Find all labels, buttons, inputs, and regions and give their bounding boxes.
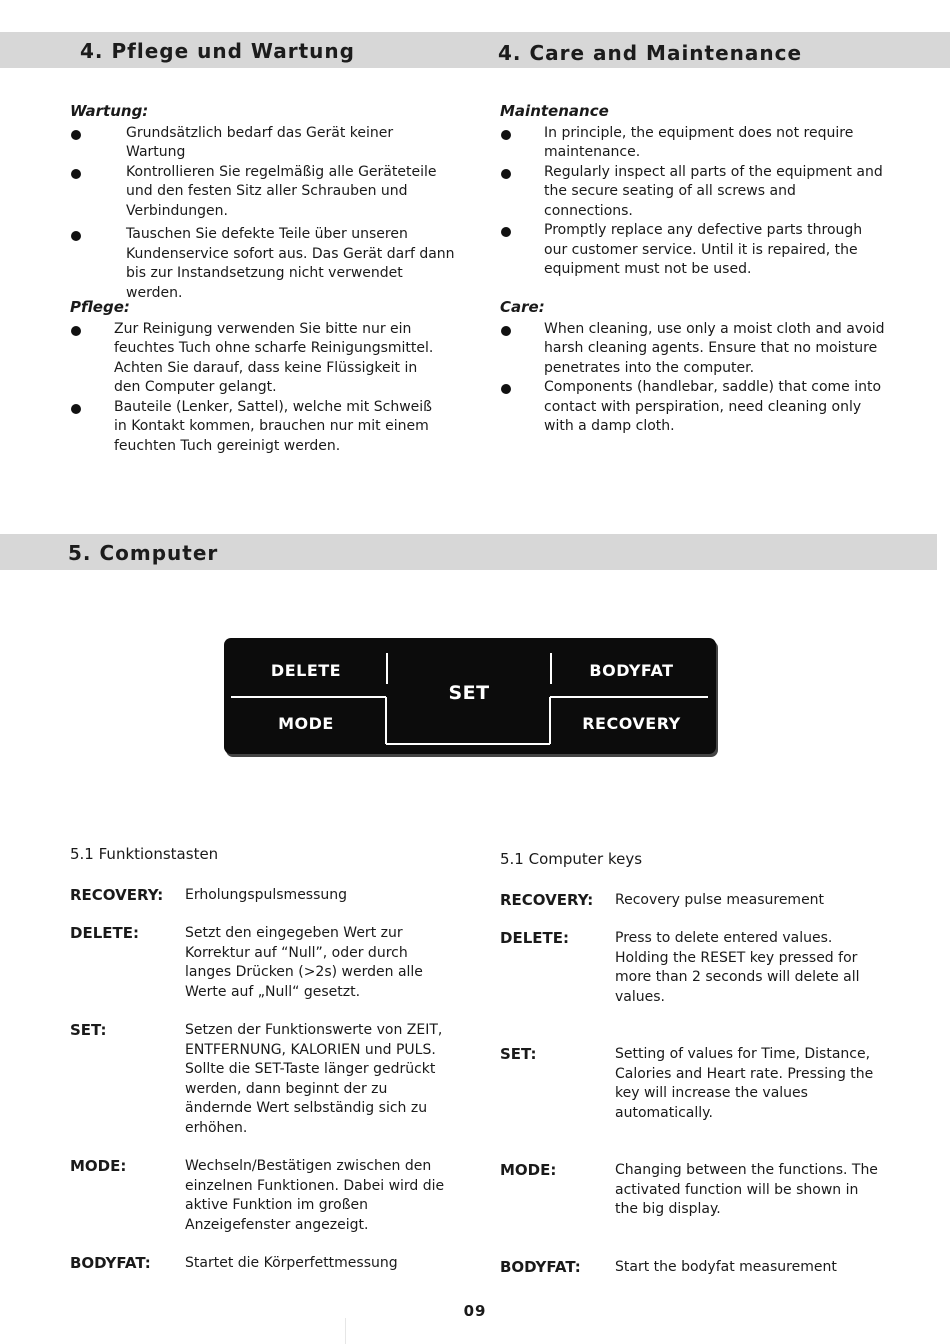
set-key[interactable]: SET (448, 682, 490, 704)
key-name: BODYFAT: (70, 1254, 151, 1272)
pflege-heading: Pflege: (70, 298, 130, 316)
key-row-recovery (500, 891, 885, 911)
key-desc: Setzen der Funktionswerte von ZEIT, ENTFERNUNG, KALORIEN und PULS. Sollte die SET-Taste länger gedrückt werden, dann beginnt der zu ändernde Wert selbständig sich zu erhöhen. (185, 1022, 443, 1136)
key-name: SET: (500, 1045, 537, 1063)
key-row-set (500, 1045, 885, 1123)
list-item: Kontrollieren Sie regelmäßig alle Geräteteile und den festen Sitz aller Schrauben und Verbindungen. (70, 163, 455, 222)
key-desc: Start the bodyfat measurement (615, 1258, 837, 1275)
keys-de-title: 5.1 Funktionstasten (70, 845, 219, 863)
section4-title-de: 4. Pflege und Wartung (80, 39, 355, 63)
keys-de (70, 845, 450, 1274)
key-name: BODYFAT: (500, 1257, 581, 1276)
key-row-recovery (70, 886, 450, 906)
section5-title: 5. Computer (68, 541, 219, 565)
maintenance-heading: Maintenance (500, 102, 609, 120)
care-list (500, 320, 885, 437)
list-item: When cleaning, use only a moist cloth and avoid harsh cleaning agents. Ensure that no moisture penetrates into the computer. (500, 320, 885, 379)
wartung-block (70, 102, 455, 303)
list-item: Tauschen Sie defekte Teile über unseren Kundenservice sofort aus. Das Gerät darf dann bis zur Instandsetzung nicht verwendet werden. (70, 225, 455, 303)
maintenance-block (500, 102, 885, 280)
list-item: Zur Reinigung verwenden Sie bitte nur ein feuchtes Tuch ohne scharfe Reinigungsmittel. Achten Sie darauf, dass keine Flüssigkeit in den Computer gelangt. (70, 320, 445, 398)
list-item: Grundsätzlich bedarf das Gerät keiner Wartung (70, 124, 455, 163)
pflege-list (70, 320, 445, 457)
care-block (500, 298, 885, 437)
wartung-heading: Wartung: (70, 102, 149, 120)
key-desc: Startet die Körperfettmessung (185, 1255, 398, 1271)
maintenance-list (500, 124, 885, 280)
key-row-set (70, 1021, 450, 1138)
key-desc: Setting of values for Time, Distance, Calories and Heart rate. Pressing the key will increase the values automatically. (615, 1046, 874, 1121)
list-item: Promptly replace any defective parts through our customer service. Until it is repaired, the equipment must not be used. (500, 221, 885, 280)
page-number: 09 (463, 1302, 487, 1320)
wartung-list (70, 124, 455, 304)
list-item: Regularly inspect all parts of the equipment and the secure seating of all screws and connections. (500, 163, 885, 222)
keys-en (500, 850, 885, 1277)
list-item: Components (handlebar, saddle) that come into contact with perspiration, need cleaning only with a damp cloth. (500, 378, 885, 437)
list-item: In principle, the equipment does not require maintenance. (500, 124, 885, 163)
key-desc: Press to delete entered values. Holding the RESET key pressed for more than 2 seconds will delete all values. (615, 930, 860, 1005)
section5-header (0, 534, 937, 570)
key-name: MODE: (70, 1157, 127, 1175)
mode-key[interactable]: MODE (278, 714, 334, 733)
key-row-mode (500, 1161, 885, 1220)
computer-key-panel (224, 638, 716, 754)
divider (345, 1318, 346, 1344)
delete-key[interactable]: DELETE (270, 661, 342, 680)
key-row-delete (500, 929, 885, 1007)
key-name: DELETE: (70, 924, 139, 942)
key-desc: Erholungspulsmessung (185, 886, 348, 903)
key-desc: Setzt den eingegeben Wert zur Korrektur auf “Null”, oder durch langes Drücken (>2s) werden alle Werte auf „Null“ gesetzt. (185, 925, 423, 1000)
key-desc: Recovery pulse measurement (615, 891, 825, 908)
key-row-bodyfat (500, 1258, 885, 1278)
key-name: SET: (70, 1021, 107, 1039)
key-name: RECOVERY: (70, 885, 164, 904)
care-heading: Care: (500, 298, 545, 316)
pflege-block (70, 298, 445, 456)
key-desc: Wechseln/Bestätigen zwischen den einzelnen Funktionen. Dabei wird die aktive Funktion im großen Anzeigefenster angezeigt. (185, 1158, 445, 1233)
key-row-delete (70, 924, 450, 1002)
recovery-key[interactable]: RECOVERY (582, 714, 681, 733)
list-item: Bauteile (Lenker, Sattel), welche mit Schweiß in Kontakt kommen, brauchen nur mit einem feuchten Tuch gereinigt werden. (70, 398, 445, 457)
key-name: RECOVERY: (500, 890, 594, 909)
section4-header (0, 32, 950, 68)
bodyfat-key[interactable]: BODYFAT (589, 661, 674, 680)
key-name: MODE: (500, 1161, 557, 1179)
keys-en-title: 5.1 Computer keys (500, 850, 643, 868)
key-name: DELETE: (500, 929, 569, 947)
key-desc: Changing between the functions. The activated function will be shown in the big display. (615, 1162, 878, 1217)
section4-title-en: 4. Care and Maintenance (498, 41, 803, 65)
key-row-bodyfat (70, 1254, 450, 1274)
key-row-mode (70, 1157, 450, 1235)
